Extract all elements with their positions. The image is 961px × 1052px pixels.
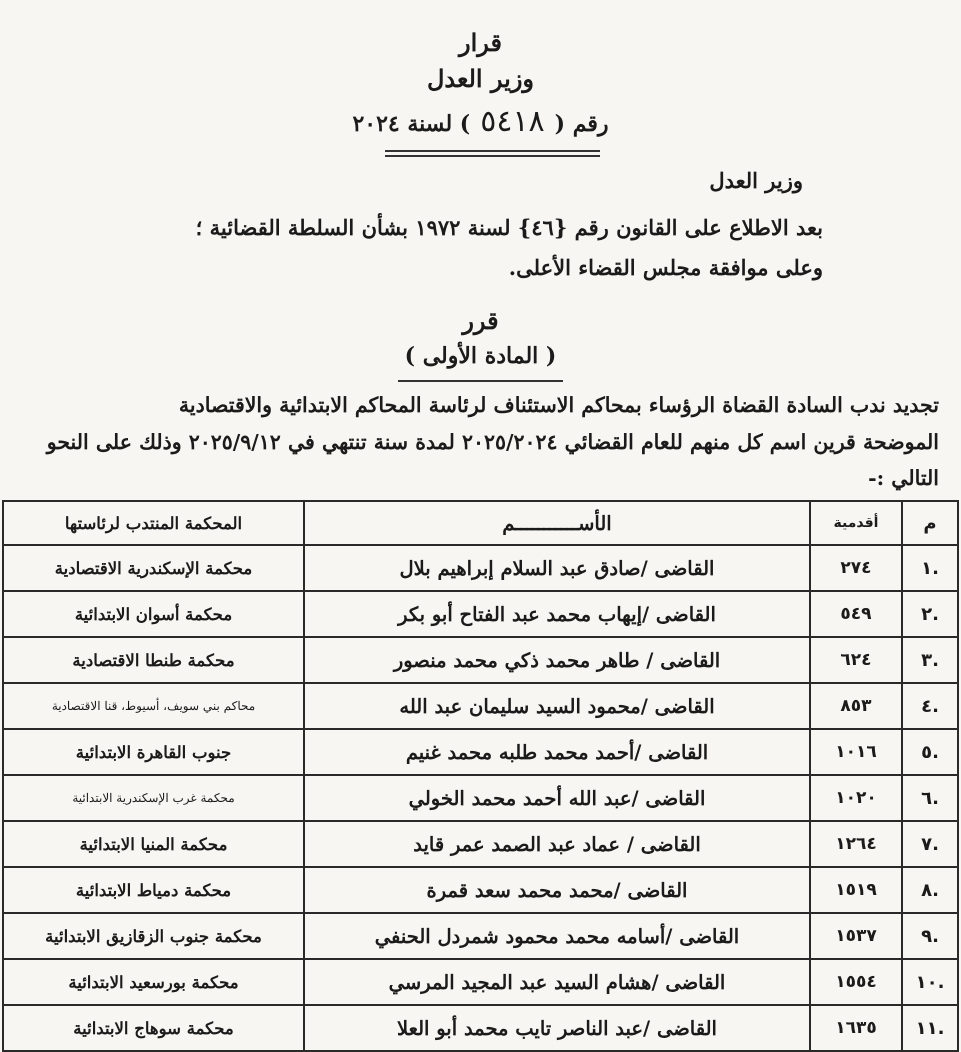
table-row bbox=[3, 683, 958, 729]
header-seniority: أقدمية bbox=[810, 501, 902, 545]
row-seniority: ١٠٢٠ bbox=[810, 775, 902, 821]
row-court: محكمة أسوان الابتدائية bbox=[3, 591, 304, 637]
header-court: المحكمة المنتدب لرئاستها bbox=[3, 501, 304, 545]
preamble-line-1: بعد الاطلاع على القانون رقم {٤٦} لسنة ١٩٧٢ بشأن السلطة القضائية ؛ bbox=[195, 215, 823, 240]
row-court: محكمة بورسعيد الابتدائية bbox=[3, 959, 304, 1005]
row-name: القاضى /أحمد محمد طلبه محمد غنيم bbox=[304, 729, 810, 775]
body-line-3: التالي :- bbox=[868, 466, 939, 490]
row-name: القاضى /محمود السيد سليمان عبد الله bbox=[304, 683, 810, 729]
table-header-row bbox=[3, 501, 958, 545]
row-seniority: ١٦٣٥ bbox=[810, 1005, 902, 1051]
row-index: .٣ bbox=[902, 637, 958, 683]
article-heading: ( المادة الأولى ) bbox=[404, 343, 557, 369]
row-court: محكمة جنوب الزقازيق الابتدائية bbox=[3, 913, 304, 959]
row-name: القاضى /عبد الله أحمد محمد الخولي bbox=[304, 775, 810, 821]
table-row bbox=[3, 729, 958, 775]
table-row bbox=[3, 1005, 958, 1051]
row-index: .١ bbox=[902, 545, 958, 591]
row-court: محكمة سوهاج الابتدائية bbox=[3, 1005, 304, 1051]
row-name: القاضى /صادق عبد السلام إبراهيم بلال bbox=[304, 545, 810, 591]
issuer-title: وزير العدل bbox=[426, 64, 535, 93]
row-court: محكمة دمياط الابتدائية bbox=[3, 867, 304, 913]
row-seniority: ٥٤٩ bbox=[810, 591, 902, 637]
row-name: القاضى /أسامه محمد محمود شمردل الحنفي bbox=[304, 913, 810, 959]
row-name: القاضى / طاهر محمد ذكي محمد منصور bbox=[304, 637, 810, 683]
row-index: .١١ bbox=[902, 1005, 958, 1051]
row-seniority: ٢٧٤ bbox=[810, 545, 902, 591]
decree-number-line bbox=[0, 104, 961, 139]
row-index: .٥ bbox=[902, 729, 958, 775]
row-index: .٧ bbox=[902, 821, 958, 867]
preamble-line-2: وعلى موافقة مجلس القضاء الأعلى. bbox=[508, 255, 823, 280]
body-line-2: الموضحة قرين اسم كل منهم للعام القضائي ٢٠٢٥/٢٠٢٤ لمدة سنة تنتهي في ٢٠٢٥/٩/١٢ وذلك على النحو bbox=[46, 430, 939, 454]
number-label: رقم ( bbox=[554, 111, 609, 137]
row-court: محكمة طنطا الاقتصادية bbox=[3, 637, 304, 683]
table-row bbox=[3, 637, 958, 683]
table-row bbox=[3, 959, 958, 1005]
article-underline bbox=[398, 380, 563, 382]
row-court: محكمة المنيا الابتدائية bbox=[3, 821, 304, 867]
row-seniority: ٦٢٤ bbox=[810, 637, 902, 683]
row-seniority: ١٥٣٧ bbox=[810, 913, 902, 959]
row-court: محكمة الإسكندرية الاقتصادية bbox=[3, 545, 304, 591]
body-line-1: تجديد ندب السادة القضاة الرؤساء بمحاكم الاستئناف لرئاسة المحاكم الابتدائية والاقتصادية bbox=[178, 393, 939, 417]
row-index: .٨ bbox=[902, 867, 958, 913]
table-row bbox=[3, 913, 958, 959]
row-name: القاضى /هشام السيد عبد المجيد المرسي bbox=[304, 959, 810, 1005]
row-index: .٩ bbox=[902, 913, 958, 959]
row-name: القاضى /محمد محمد سعد قمرة bbox=[304, 867, 810, 913]
table-row bbox=[3, 775, 958, 821]
row-court: جنوب القاهرة الابتدائية bbox=[3, 729, 304, 775]
row-name: القاضى / عماد عبد الصمد عمر قايد bbox=[304, 821, 810, 867]
row-name: القاضى /عبد الناصر تايب محمد أبو العلا bbox=[304, 1005, 810, 1051]
table-row bbox=[3, 867, 958, 913]
table-row bbox=[3, 545, 958, 591]
row-index: .٦ bbox=[902, 775, 958, 821]
decided-heading: قرر bbox=[462, 306, 499, 335]
table-row bbox=[3, 591, 958, 637]
row-index: .٢ bbox=[902, 591, 958, 637]
judges-table bbox=[2, 500, 959, 1052]
header-index: م bbox=[902, 501, 958, 545]
row-seniority: ١٠١٦ bbox=[810, 729, 902, 775]
row-index: .٤ bbox=[902, 683, 958, 729]
year-label: ) لسنة ٢٠٢٤ bbox=[352, 111, 471, 137]
table-row bbox=[3, 821, 958, 867]
minister-line: وزير العدل bbox=[709, 168, 803, 193]
header-name: الأســـــــــــم bbox=[304, 501, 810, 545]
decree-number: ٥٤١٨ bbox=[480, 104, 545, 139]
row-seniority: ٨٥٣ bbox=[810, 683, 902, 729]
title-underline bbox=[385, 150, 600, 152]
row-index: .١٠ bbox=[902, 959, 958, 1005]
row-court: محاكم بني سويف، أسيوط، قنا الاقتصادية bbox=[3, 683, 304, 729]
row-court: محكمة غرب الإسكندرية الابتدائية bbox=[3, 775, 304, 821]
row-seniority: ١٥٥٤ bbox=[810, 959, 902, 1005]
decree-title: قرار bbox=[459, 28, 502, 57]
title-underline-2 bbox=[385, 155, 600, 157]
row-name: القاضى /إيهاب محمد عبد الفتاح أبو بكر bbox=[304, 591, 810, 637]
row-seniority: ١٢٦٤ bbox=[810, 821, 902, 867]
row-seniority: ١٥١٩ bbox=[810, 867, 902, 913]
